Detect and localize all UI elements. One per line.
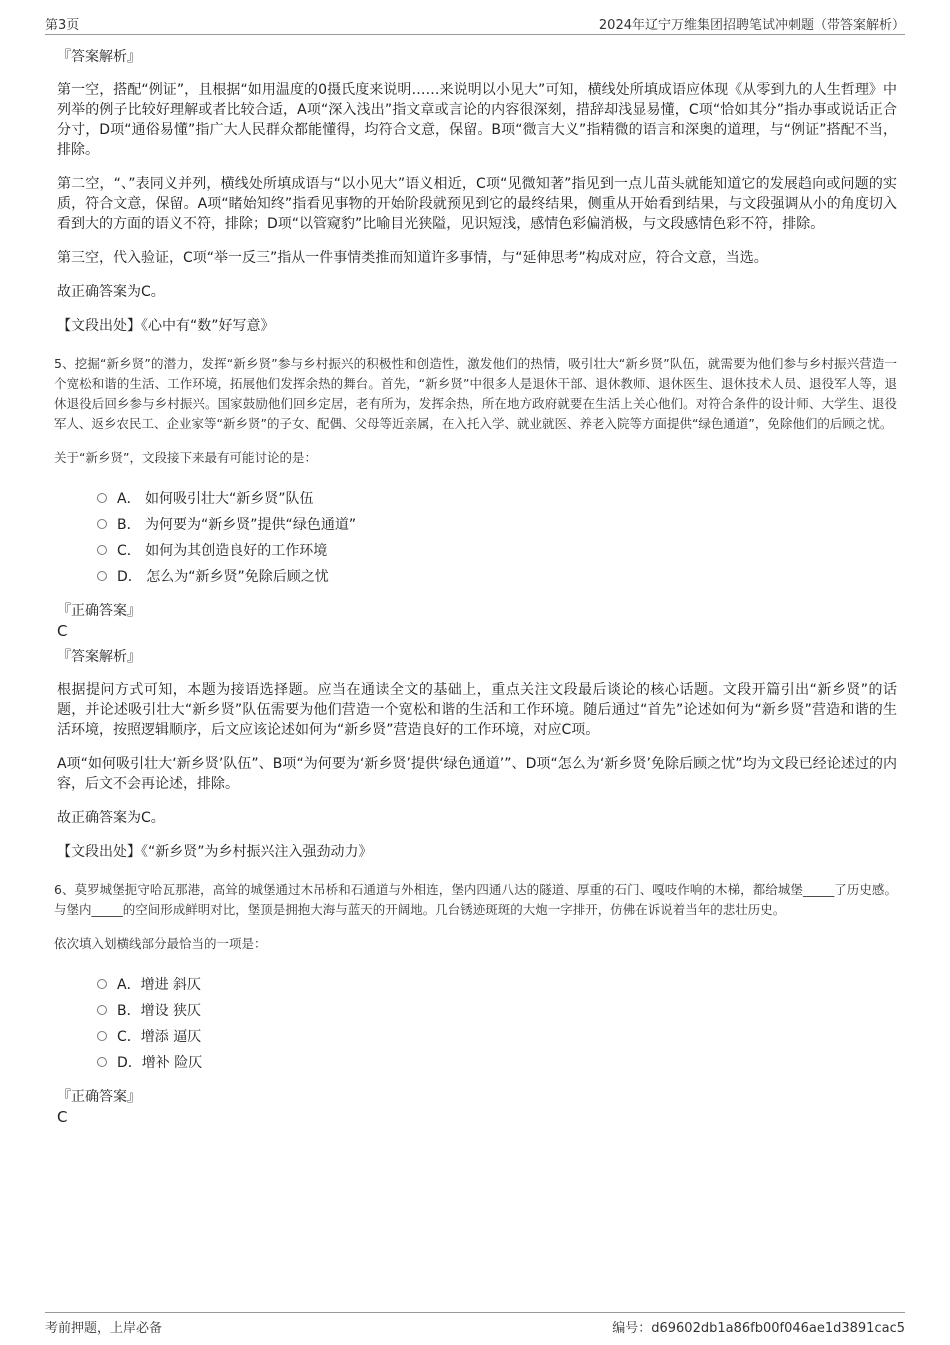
analysis-paragraph: 第三空，代入验证，C项“举一反三”指从一件事情类推而知道许多事情，与“延伸思考”构成对应，符合文意，当选。 xyxy=(57,250,768,266)
correct-answer-label: 『正确答案』 xyxy=(57,603,141,619)
option-c[interactable]: C． 如何为其创造良好的工作环境 xyxy=(97,538,897,564)
correct-answer-label: 『正确答案』 xyxy=(57,1089,141,1105)
analysis-paragraph: 根据提问方式可知，本题为接语选择题。应当在通读全文的基础上，重点关注文段最后谈论的核心话题。文段开篇引出“新乡贤”的话题，并论述吸引壮大“新乡贤”队伍需要为他们营造一个宽松和谐的生活和工作环境。随后通过“首先”论述如何为“新乡贤”营造和谐的生活环境，按照逻辑顺序，后文应该论述如何为“新乡贤”营造良好的工作环境，对应C项。 xyxy=(57,682,897,738)
option-d[interactable]: D． 怎么为“新乡贤”免除后顾之忧 xyxy=(97,564,897,590)
footer-slogan: 考前押题，上岸必备 xyxy=(45,1321,163,1336)
main-content xyxy=(54,46,897,1132)
correct-answer: C xyxy=(57,1108,68,1126)
question-6-text: 6、莫罗城堡扼守哈瓦那港，高耸的城堡通过木吊桥和石通道与外相连，堡内四通八达的隧道、厚重的石门、嘎吱作响的木梯，都给城堡_____了历史感。与堡内_____的空间形成鲜明对比，堡顶是拥抱大海与蓝天的开阔地。几台锈迹斑斑的大炮一字排开，仿佛在诉说着当年的悲壮历史。 xyxy=(54,882,897,917)
page-number: 第3页 xyxy=(45,18,80,33)
source-citation: 【文段出处】《“新乡贤”为乡村振兴注入强劲动力》 xyxy=(57,844,373,860)
source-citation: 【文段出处】《心中有“数”好写意》 xyxy=(57,318,275,334)
analysis-conclusion: 故正确答案为C。 xyxy=(57,284,165,300)
question-5-options xyxy=(57,486,897,590)
question-5-prompt: 关于“新乡贤”，文段接下来最有可能讨论的是： xyxy=(54,450,317,465)
radio-icon[interactable] xyxy=(97,545,107,555)
analysis-paragraph: A项“如何吸引壮大‘新乡贤’队伍”、B项“为何要为‘新乡贤’提供‘绿色通道’”、D项“怎么为‘新乡贤’免除后顾之忧”均为文段已经论述过的内容，后文不会再论述，排除。 xyxy=(57,756,897,792)
answer-analysis-label: 『答案解析』 xyxy=(57,649,141,665)
option-b[interactable]: B．增设 狭仄 xyxy=(97,998,897,1024)
radio-icon[interactable] xyxy=(97,1005,107,1015)
correct-answer: C xyxy=(57,622,68,640)
document-title: 2024年辽宁万维集团招聘笔试冲刺题（带答案解析） xyxy=(598,18,905,33)
radio-icon[interactable] xyxy=(97,519,107,529)
page-header xyxy=(45,14,905,35)
radio-icon[interactable] xyxy=(97,571,107,581)
document-id: 编号：d69602db1a86fb00f046ae1d3891cac5 xyxy=(612,1321,905,1336)
option-b[interactable]: B． 为何要为“新乡贤”提供“绿色通道” xyxy=(97,512,897,538)
radio-icon[interactable] xyxy=(97,1031,107,1041)
option-a[interactable]: A．增进 斜仄 xyxy=(97,972,897,998)
question-5-text: 5、挖掘“新乡贤”的潜力，发挥“新乡贤”参与乡村振兴的积极性和创造性，激发他们的热情，吸引壮大“新乡贤”队伍，就需要为他们参与乡村振兴营造一个宽松和谐的生活、工作环境，拓展他们发挥余热的舞台。首先，“新乡贤”中很多人是退休干部、退休教师、退休医生、退休技术人员、退役军人等，退休退役后回乡参与乡村振兴。国家鼓励他们回乡定居，老有所为，发挥余热，所在地方政府就要在生活上关心他们。对符合条件的设计师、大学生、退役军人、返乡农民工、企业家等“新乡贤”的子女、配偶、父母等近亲属，在入托入学、就业就医、养老入院等方面提供“绿色通道”，免除他们的后顾之忧。 xyxy=(54,356,897,431)
radio-icon[interactable] xyxy=(97,1057,107,1067)
radio-icon[interactable] xyxy=(97,493,107,503)
option-c[interactable]: C．增添 逼仄 xyxy=(97,1024,897,1050)
option-a[interactable]: A． 如何吸引壮大“新乡贤”队伍 xyxy=(97,486,897,512)
question-6-options xyxy=(57,972,897,1076)
analysis-conclusion: 故正确答案为C。 xyxy=(57,810,165,826)
page-footer xyxy=(45,1312,905,1335)
answer-analysis-label: 『答案解析』 xyxy=(57,49,141,65)
radio-icon[interactable] xyxy=(97,979,107,989)
analysis-paragraph: 第一空，搭配“例证”，且根据“如用温度的0摄氏度来说明……来说明以小见大”可知，横线处所填成语应体现《从零到九的人生哲理》中列举的例子比较好理解或者比较合适，A项“深入浅出”指文章或言论的内容很深刻，措辞却浅显易懂，C项“恰如其分”指办事或说话正合分寸，D项“通俗易懂”指广大人民群众都能懂得，均符合文意，保留。B项“微言大义”指精微的语言和深奥的道理，与“例证”搭配不当，排除。 xyxy=(57,82,897,158)
question-6-prompt: 依次填入划横线部分最恰当的一项是： xyxy=(54,936,267,951)
analysis-paragraph: 第二空，“、”表同义并列，横线处所填成语与“以小见大”语义相近，C项“见微知著”指见到一点儿苗头就能知道它的发展趋向或问题的实质，符合文意，保留。A项“睹始知终”指看见事物的开始阶段就预见到它的最终结果，侧重从开始看到结果，与文段强调从小的角度切入看到大的方面的语义不符，排除；D项“以管窥豹”比喻目光狭隘，见识短浅，感情色彩偏消极，与文段感情色彩不符，排除。 xyxy=(57,176,897,232)
option-d[interactable]: D．增补 险仄 xyxy=(97,1050,897,1076)
